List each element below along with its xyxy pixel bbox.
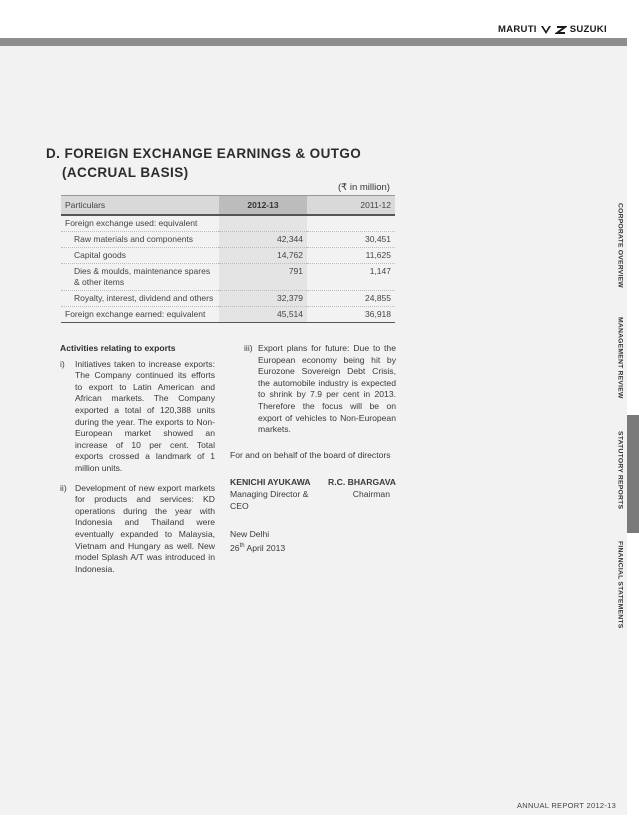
list-item — [60, 359, 215, 475]
row-current — [219, 215, 307, 232]
signatory-title-2: Chairman — [352, 488, 390, 499]
row-previous: 30,451 — [307, 232, 395, 248]
heading-line2: (ACCRUAL BASIS) — [62, 165, 189, 180]
table-header-row — [61, 196, 395, 216]
date-suffix: th — [239, 542, 245, 549]
row-label: Raw materials and components — [61, 232, 219, 248]
item-number: ii) — [60, 482, 67, 493]
logo-text-suzuki: SUZUKI — [569, 24, 607, 35]
row-label: Foreign exchange used: equivalent — [61, 215, 219, 232]
exports-title: Activities relating to exports — [60, 343, 176, 353]
suzuki-s-icon — [540, 25, 552, 35]
row-current: 791 — [219, 264, 307, 291]
tab-financial-statements[interactable]: FINANCIAL STATEMENTS — [616, 541, 624, 629]
forex-table — [61, 195, 395, 323]
row-previous: 24,855 — [307, 291, 395, 307]
header-particulars: Particulars — [61, 196, 219, 216]
header-bar — [0, 38, 627, 46]
date-day: 26 — [230, 542, 240, 553]
date-rest: April 2013 — [244, 542, 286, 553]
header-previous-year: 2011-12 — [307, 196, 395, 216]
table-row — [61, 232, 395, 248]
row-current: 45,514 — [219, 307, 307, 323]
tab-corporate-overview[interactable]: CORPORATE OVERVIEW — [616, 202, 624, 288]
date — [230, 541, 396, 554]
row-previous — [307, 215, 395, 232]
table-row — [61, 291, 395, 307]
tab-statutory-reports[interactable]: STATUTORY REPORTS — [616, 430, 624, 510]
item-number: iii) — [244, 343, 253, 353]
item-text: Development of new export markets for products and services: KD operations during the year with Indonesia and Thailand were eventually expanded to Malaysia, Vietnam and Hungary as well. New model Splash A/T was introduced in Indonesia. — [75, 482, 215, 574]
row-current: 42,344 — [219, 232, 307, 248]
list-item — [230, 343, 396, 436]
signatory-titles — [230, 489, 396, 512]
exports-right-column — [230, 343, 396, 554]
board-line: For and on behalf of the board of directors — [230, 449, 391, 460]
brand-logo — [498, 24, 607, 35]
signatory-name-2: R.C. BHARGAVA — [328, 477, 396, 488]
tab-management-review[interactable]: MANAGEMENT REVIEW — [616, 316, 624, 399]
unit-label: (₹ in million) — [338, 182, 390, 193]
footer-text: ANNUAL REPORT 2012-13 — [517, 801, 617, 810]
table-row — [61, 215, 395, 232]
row-label: Dies & moulds, maintenance spares & other items — [61, 264, 219, 291]
item-text: Initiatives taken to increase exports: The Company continued its efforts to export to Latin American and African markets. The Company exported a total of 120,388 units during the year. The exports to Non-European market showed an increase of 10 per cent. Total exports crossed a landmark of 1 million units. — [75, 358, 215, 473]
suzuki-logo-icon — [555, 25, 567, 35]
active-tab-marker — [627, 415, 639, 533]
section-heading — [46, 144, 361, 182]
signatory-title-1: Managing Director & CEO — [230, 488, 309, 511]
list-item — [60, 483, 215, 576]
exports-left-column — [60, 343, 215, 583]
logo-text-maruti: MARUTI — [498, 24, 537, 35]
signatory-name-1: KENICHI AYUKAWA — [230, 477, 311, 488]
row-previous: 11,625 — [307, 248, 395, 264]
row-current: 32,379 — [219, 291, 307, 307]
place: New Delhi — [230, 529, 270, 540]
table-row — [61, 248, 395, 264]
row-previous: 1,147 — [307, 264, 395, 291]
table-row — [61, 264, 395, 291]
row-current: 14,762 — [219, 248, 307, 264]
row-previous: 36,918 — [307, 307, 395, 323]
signatory-names — [230, 477, 396, 489]
table-row — [61, 307, 395, 323]
heading-line1: D. FOREIGN EXCHANGE EARNINGS & OUTGO — [46, 146, 362, 161]
header-current-year: 2012-13 — [219, 196, 307, 216]
item-number: i) — [60, 358, 65, 369]
row-label: Foreign exchange earned: equivalent — [61, 307, 219, 323]
row-label: Royalty, interest, dividend and others — [61, 291, 219, 307]
row-label: Capital goods — [61, 248, 219, 264]
item-text: Export plans for future: Due to the European economy being hit by Eurozone Sovereign Debt Crisis, the automobile industry is expected to shrink by 7.9 per cent in 2013. Therefore the focus will be on export of vehicles to Non-European markets. — [258, 343, 396, 435]
